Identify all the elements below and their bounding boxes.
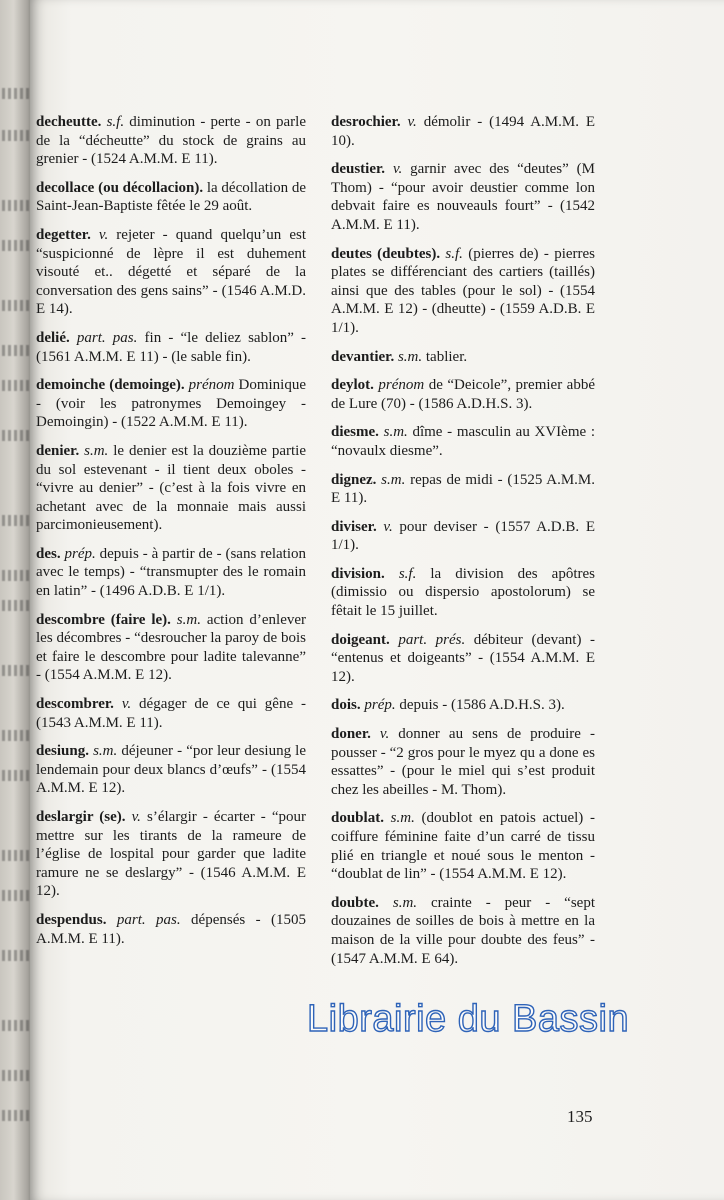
- definition: de “Deicole”, premier abbé de Lure (70) - (1586 A.D.H.S. 3).: [331, 377, 595, 412]
- right-column-entry: [331, 696, 595, 715]
- grammatical-category: s.m.: [390, 810, 415, 827]
- grammatical-category: part. pas.: [76, 329, 138, 346]
- definition: action d’enlever les décombres - “desroucher la paroy de bois et faire le descombre pour ladite talevanne” - (1554 A.M.M. E 12).: [36, 611, 307, 684]
- definition: diminution - perte - on parle de la “décheutte” du stock de grains au grenier - (1524 A.M.M. E 11).: [36, 114, 306, 168]
- grammatical-category: s.m.: [93, 743, 118, 760]
- left-column-entry: [36, 611, 306, 685]
- watermark: Librairie du Bassin: [307, 998, 630, 1040]
- headword: despendus.: [36, 911, 107, 928]
- grammatical-category: v.: [383, 518, 393, 535]
- left-column-entry: [36, 808, 306, 901]
- right-column-entry: [331, 376, 595, 413]
- definition: la division des apôtres (dimissio ou dispersio apostolorum) se fêtait le 15 juillet.: [331, 565, 595, 620]
- headword: desrochier.: [331, 114, 401, 130]
- definition: s’élargir - écarter - “pour mettre sur les tirants de la rameure de l’église de lospital pour garder que ladite ramure ne se deslargy” - (1546 A.M.M. E 12).: [36, 809, 307, 900]
- definition: rejeter - quand quelqu’un est “suspicionné de lèpre il est duhement visouté et.. dégetté et séparé de la conversation des gens sains” - (1546 A.M.D. E 14).: [36, 226, 307, 318]
- headword: desiung.: [36, 743, 89, 760]
- definition: le denier est la douzième partie du sol estevenant - il tient deux oboles - “vivre au denier” - (c’est à la fois vivre en achetant avec de la monnaie mais aussi parcimonieusement).: [36, 442, 307, 534]
- definition: tablier.: [422, 348, 468, 365]
- definition: garnir avec des “deutes” (M Thom) - “pour avoir deustier comme lon debvait faire es nouveauls fourt” - (1542 A.M.M. E 11).: [331, 161, 595, 233]
- grammatical-category: s.m.: [381, 471, 406, 488]
- headword: decheutte.: [36, 114, 102, 130]
- definition: repas de midi - (1525 A.M.M. E 11).: [331, 471, 596, 507]
- grammatical-category: s.f.: [445, 245, 463, 262]
- definition: Dominique - (voir les patronymes Demoingey - Demoingin) - (1522 A.M.M. E 11).: [36, 377, 306, 431]
- headword: devantier.: [331, 348, 395, 365]
- headword: deutes (deubtes).: [331, 245, 441, 262]
- grammatical-category: s.m.: [383, 424, 408, 441]
- right-column-entry: [331, 348, 595, 367]
- headword: dignez.: [331, 471, 377, 488]
- left-column-entry: [36, 226, 306, 319]
- headword: diviser.: [331, 518, 377, 535]
- definition: la décollation de Saint-Jean-Baptiste fêtée le 29 août.: [36, 179, 306, 215]
- headword: decollace (ou décollacion).: [36, 179, 204, 196]
- grammatical-category: s.m.: [392, 894, 418, 911]
- definition: débiteur (devant) - “entenus et doigeants” - (1554 A.M.M. E 12).: [331, 631, 595, 685]
- right-column: [331, 113, 595, 978]
- definition: dîme - masculin au XVIème : “novaulx diesme”.: [331, 424, 595, 459]
- grammatical-category: s.f.: [106, 114, 125, 130]
- headword: doner.: [331, 726, 371, 743]
- left-column-entry: [36, 113, 306, 169]
- headword: doubte.: [331, 894, 379, 911]
- definition: depuis - (1586 A.D.H.S. 3).: [395, 697, 565, 714]
- right-column-entry: [331, 245, 595, 338]
- grammatical-category: v.: [121, 696, 132, 713]
- headword: division.: [331, 565, 385, 582]
- headword: doublat.: [331, 810, 384, 827]
- page-number: 135: [567, 1107, 593, 1126]
- left-column-entry: [36, 442, 306, 535]
- page-gutter: [0, 0, 34, 1200]
- left-column-entry: [36, 329, 306, 366]
- left-column-entry: [36, 911, 306, 948]
- headword: delié.: [36, 329, 70, 346]
- right-column-entry: [331, 631, 595, 687]
- grammatical-category: prép.: [64, 545, 96, 562]
- grammatical-category: s.f.: [398, 565, 417, 582]
- headword: deylot.: [331, 377, 374, 394]
- left-column-entry: [36, 545, 306, 601]
- right-column-entry: [331, 894, 595, 968]
- headword: deslargir (se).: [36, 809, 126, 825]
- right-column-entry: [331, 160, 595, 234]
- grammatical-category: v.: [392, 161, 403, 178]
- definition: depuis - à partir de - (sans relation avec le temps) - “transmupter des le romain en latin” - (1496 A.D.B. E 1/1).: [36, 545, 307, 600]
- headword: degetter.: [36, 226, 91, 243]
- grammatical-category: v.: [407, 114, 417, 130]
- headword: dois.: [331, 697, 361, 714]
- definition: pour deviser - (1557 A.D.B. E 1/1).: [331, 518, 596, 554]
- grammatical-category: v.: [98, 226, 109, 243]
- right-column-entry: [331, 809, 595, 883]
- grammatical-category: part. pas.: [116, 911, 181, 928]
- grammatical-category: prénom: [378, 377, 425, 394]
- grammatical-category: part. prés.: [398, 631, 466, 648]
- left-column-entry: [36, 179, 306, 216]
- right-column-entry: [331, 471, 595, 508]
- left-column-entry: [36, 695, 306, 732]
- headword: demoinche (demoinge).: [36, 377, 185, 394]
- definition: dépensés - (1505 A.M.M. E 11).: [36, 911, 307, 947]
- left-column: [36, 113, 306, 958]
- right-column-entry: [331, 423, 595, 460]
- headword: descombre (faire le).: [36, 611, 171, 628]
- right-column-entry: [331, 725, 595, 799]
- headword: deustier.: [331, 161, 386, 178]
- headword: doigeant.: [331, 631, 390, 648]
- definition: fin - “le deliez sablon” - (1561 A.M.M. E 11) - (le sable fin).: [36, 329, 307, 365]
- headword: descombrer.: [36, 696, 114, 713]
- right-column-entry: [331, 518, 595, 555]
- definition: donner au sens de produire - pousser - “2 gros pour le myez qu a done es essattes” - (pour le miel qui s’est produit chez les abeilles - M. Thom).: [331, 726, 595, 798]
- definition: (pierres de) - pierres plates se différenciant des cartiers (taillés) ainsi que des tables (pour le sol) - (1554 A.M.M. E 12) - (dheutte) - (1559 A.D.B. E 1/1).: [331, 245, 595, 336]
- headword: des.: [36, 545, 61, 562]
- headword: diesme.: [331, 424, 379, 441]
- grammatical-category: prép.: [364, 697, 396, 714]
- grammatical-category: s.m.: [84, 442, 109, 459]
- right-column-entry: [331, 113, 595, 150]
- left-column-entry: [36, 376, 306, 432]
- grammatical-category: prénom: [188, 377, 235, 394]
- definition: (doublot en patois actuel) - coiffure féminine faite d’un carré de tissu plié en triangle et noué sous le menton - “doublat de lin” - (1554 A.M.M. E 12).: [331, 810, 596, 883]
- definition: démolir - (1494 A.M.M. E 10).: [331, 114, 596, 149]
- definition: dégager de ce qui gêne - (1543 A.M.M. E 11).: [36, 696, 307, 731]
- headword: denier.: [36, 442, 80, 459]
- grammatical-category: v.: [131, 809, 141, 825]
- definition: déjeuner - “por leur desiung le lendemain pour deux blancs d’œufs” - (1554 A.M.M. E 12).: [36, 743, 307, 797]
- left-column-entry: [36, 742, 306, 798]
- definition: crainte - peur - “sept douzaines de soilles de bois à mettre en la maison de la ville pour doubte des feus” - (1547 A.M.M. E 64).: [331, 894, 595, 967]
- grammatical-category: v.: [379, 726, 390, 743]
- right-column-entry: [331, 565, 595, 621]
- grammatical-category: s.m.: [176, 611, 201, 628]
- grammatical-category: s.m.: [397, 348, 423, 365]
